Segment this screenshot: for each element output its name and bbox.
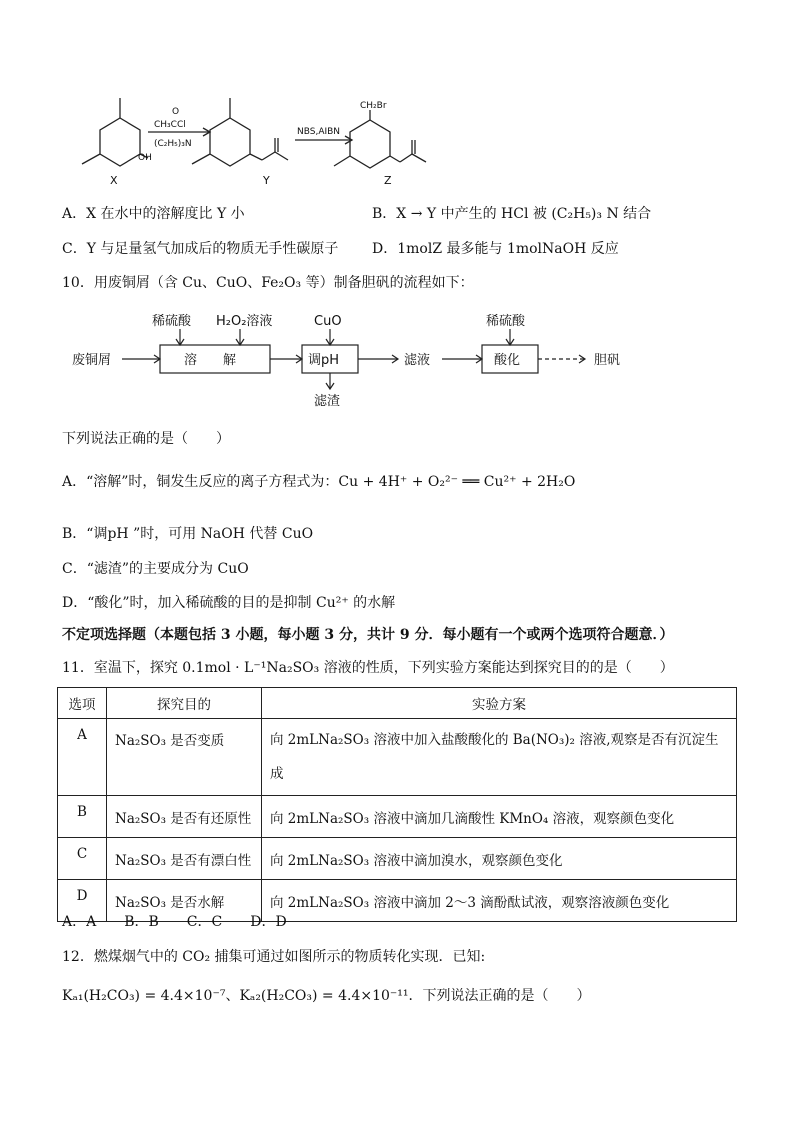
- flow-step-acidify: 酸化: [494, 353, 521, 368]
- process-flowchart: [0, 305, 794, 415]
- table-cell-goal: Na₂SO₃ 是否变质: [107, 719, 262, 796]
- q11-choices: A．A B．B C．C D．D: [62, 914, 287, 930]
- flow-reagent-h2o2: H₂O₂溶液: [216, 314, 273, 329]
- q9-option-d: D．1molZ 最多能与 1molNaOH 反应: [372, 241, 619, 257]
- q11-stem: 11．室温下，探究 0.1mol · L⁻¹Na₂SO₃ 溶液的性质，下列实验方案能达到探究目的的是（ ）: [62, 660, 674, 676]
- table-row: [58, 796, 737, 838]
- compound-x-label: X: [110, 174, 118, 187]
- hydroxyl-label: OH: [138, 153, 152, 163]
- flow-step-dissolve: 溶 解: [184, 353, 237, 368]
- table-header: 实验方案: [262, 688, 737, 719]
- reagent-triethylamine: (C₂H₅)₃N: [154, 139, 192, 149]
- q10-option-d: D．“酸化”时，加入稀硫酸的目的是抑制 Cu²⁺ 的水解: [62, 595, 396, 611]
- table-cell-plan: 向 2mLNa₂SO₃ 溶液中滴加溴水，观察颜色变化: [262, 838, 737, 880]
- compound-y-label: Y: [263, 174, 270, 187]
- table-row: [58, 719, 737, 796]
- q10-option-a: A．“溶解”时，铜发生反应的离子方程式为：Cu + 4H⁺ + O₂²⁻ ══ Cu²⁺ + 2H₂O: [62, 474, 576, 490]
- table-cell-option: C: [58, 838, 107, 880]
- table-row: [58, 838, 737, 880]
- flow-step-adjust-ph: 调pH: [308, 353, 340, 368]
- reagent-carbonyl-o: O: [172, 107, 180, 117]
- q12-constants: Kₐ₁(H₂CO₃) = 4.4×10⁻⁷、Kₐ₂(H₂CO₃) = 4.4×10⁻¹¹．下列说法正确的是（ ）: [62, 988, 591, 1004]
- section-heading: 不定项选择题（本题包括 3 小题，每小题 3 分，共计 9 分．每小题有一个或两个选项符合题意．）: [62, 627, 674, 643]
- reagent-acetyl-chloride: CH₃CCl: [154, 120, 186, 130]
- flow-filtrate: 滤液: [404, 353, 431, 368]
- flow-reagent-sulfuric-2: 稀硫酸: [486, 314, 526, 329]
- experiment-table: [57, 687, 737, 922]
- q10-option-b: B．“调pH ”时，可用 NaOH 代替 CuO: [62, 526, 314, 542]
- q10-stem: 10．用废铜屑（含 Cu、CuO、Fe₂O₃ 等）制备胆矾的流程如下：: [62, 275, 474, 291]
- compound-z-label: Z: [384, 174, 392, 187]
- reaction-scheme: [0, 0, 794, 200]
- flow-residue: 滤渣: [314, 394, 341, 409]
- table-header: 选项: [58, 688, 107, 719]
- table-cell-goal: Na₂SO₃ 是否水解: [107, 880, 262, 922]
- q12-stem: 12．燃煤烟气中的 CO₂ 捕集可通过如图所示的物质转化实现．已知:: [62, 949, 486, 965]
- table-header-row: [58, 688, 737, 719]
- table-cell-plan: 向 2mLNa₂SO₃ 溶液中加入盐酸酸化的 Ba(NO₃)₂ 溶液,观察是否有沉淀生成: [262, 719, 737, 796]
- q9-option-a: A．X 在水中的溶解度比 Y 小: [62, 206, 245, 222]
- table-cell-goal: Na₂SO₃ 是否有还原性: [107, 796, 262, 838]
- flow-reagent-cuo: CuO: [314, 314, 342, 329]
- table-cell-option: B: [58, 796, 107, 838]
- q10-option-c: C．“滤渣”的主要成分为 CuO: [62, 561, 249, 577]
- q9-option-c: C．Y 与足量氢气加成后的物质无手性碳原子: [62, 241, 339, 257]
- table-cell-goal: Na₂SO₃ 是否有漂白性: [107, 838, 262, 880]
- table-header: 探究目的: [107, 688, 262, 719]
- reagent-nbs-aibn: NBS,AIBN: [297, 127, 341, 137]
- q9-option-b: B．X → Y 中产生的 HCl 被 (C₂H₅)₃ N 结合: [372, 206, 652, 222]
- flow-reagent-sulfuric: 稀硫酸: [152, 314, 192, 329]
- table-cell-plan: 向 2mLNa₂SO₃ 溶液中滴加几滴酸性 KMnO₄ 溶液，观察颜色变化: [262, 796, 737, 838]
- ch2br-label: CH₂Br: [360, 101, 387, 111]
- flow-input-label: 废铜屑: [72, 353, 112, 368]
- q10-ask: 下列说法正确的是（ ）: [62, 431, 230, 447]
- table-cell-option: D: [58, 880, 107, 922]
- table-cell-plan: 向 2mLNa₂SO₃ 溶液中滴加 2～3 滴酚酞试液，观察溶液颜色变化: [262, 880, 737, 922]
- flow-output: 胆矾: [594, 353, 621, 368]
- table-cell-option: A: [58, 719, 107, 796]
